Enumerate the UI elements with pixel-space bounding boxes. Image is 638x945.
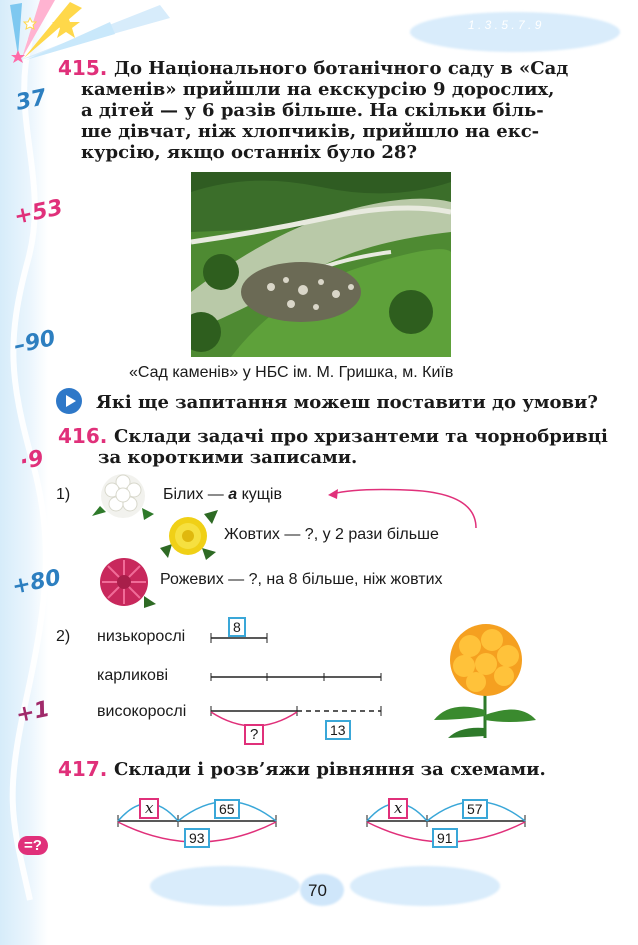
bottom-cloud-left: [150, 866, 300, 906]
task-text-line: за короткими записами.: [98, 447, 358, 468]
task-text-line: ше дівчат, ніж хлопчиків, прийшло на екс-: [81, 121, 540, 142]
task-text-line: а дітей — у 6 разів більше. На скільки біль-: [81, 100, 544, 121]
white-suffix: кущів: [237, 486, 282, 503]
white-flowers-line: [163, 486, 282, 504]
margin-number: +53: [11, 195, 66, 230]
part-label: 2): [56, 628, 71, 645]
margin-number: +80: [9, 565, 64, 600]
sky-digits: 1 . 3 . 5 . 7 . 9: [468, 18, 542, 32]
play-icon[interactable]: [56, 388, 82, 414]
comparison-arrow: [326, 484, 486, 532]
extra-question-text: Які ще запитання можеш поставити до умови?: [96, 392, 598, 413]
margin-number: –90: [11, 325, 58, 360]
low-growing-label: низькорослі: [97, 628, 186, 645]
marigold-icon: [430, 620, 540, 740]
tall-label: високорослі: [97, 703, 187, 720]
margin-number: 37: [13, 85, 49, 116]
photo-caption: «Сад каменів» у НБС ім. М. Гришка, м. Київ: [129, 364, 454, 381]
page-number: 70: [308, 881, 327, 900]
margin-number: =?: [18, 836, 48, 855]
pink-flowers-line: Рожевих — ?, на 8 більше, ніж жовтих: [160, 571, 443, 588]
white-prefix: Білих —: [163, 486, 229, 503]
bottom-cloud-right: [350, 866, 500, 906]
low-value-box: 8: [228, 617, 246, 637]
white-variable: а: [228, 486, 238, 503]
tall-unknown-box: ?: [244, 724, 264, 745]
part-value-box: 57: [462, 799, 488, 819]
tall-difference-box: 13: [325, 720, 351, 740]
part-value-box: 65: [214, 799, 240, 819]
total-value-box: 91: [432, 828, 458, 848]
task-text-line: Склади і розв’яжи рівняння за схемами.: [114, 759, 546, 780]
unknown-x-box: x: [388, 798, 408, 819]
task-text-line: курсію, якщо останніх було 28?: [81, 142, 417, 163]
margin-number: +1: [13, 696, 52, 729]
yellow-chrysanthemum-icon: [158, 508, 220, 566]
total-value-box: 93: [184, 828, 210, 848]
task-number: 416.: [58, 424, 108, 448]
part-label: 1): [56, 486, 71, 503]
task-number: 415.: [58, 56, 108, 80]
task-number: 417.: [58, 757, 108, 781]
pink-chrysanthemum-icon: [94, 552, 156, 612]
task-text-line: каменів» прийшли на екскурсію 9 дорослих,: [81, 79, 555, 100]
white-chrysanthemum-icon: [92, 466, 154, 528]
yellow-flowers-line: Жовтих — ?, у 2 рази більше: [224, 526, 439, 543]
margin-number: ·9: [17, 445, 47, 476]
task-text-line: Склади задачі про хризантеми та чорнобривці: [114, 426, 608, 447]
dwarf-label: карликові: [97, 667, 169, 684]
task-text-line: До Національного ботанічного саду в «Сад: [114, 58, 569, 79]
rock-garden-photo: [191, 172, 451, 357]
unknown-x-box: x: [139, 798, 159, 819]
